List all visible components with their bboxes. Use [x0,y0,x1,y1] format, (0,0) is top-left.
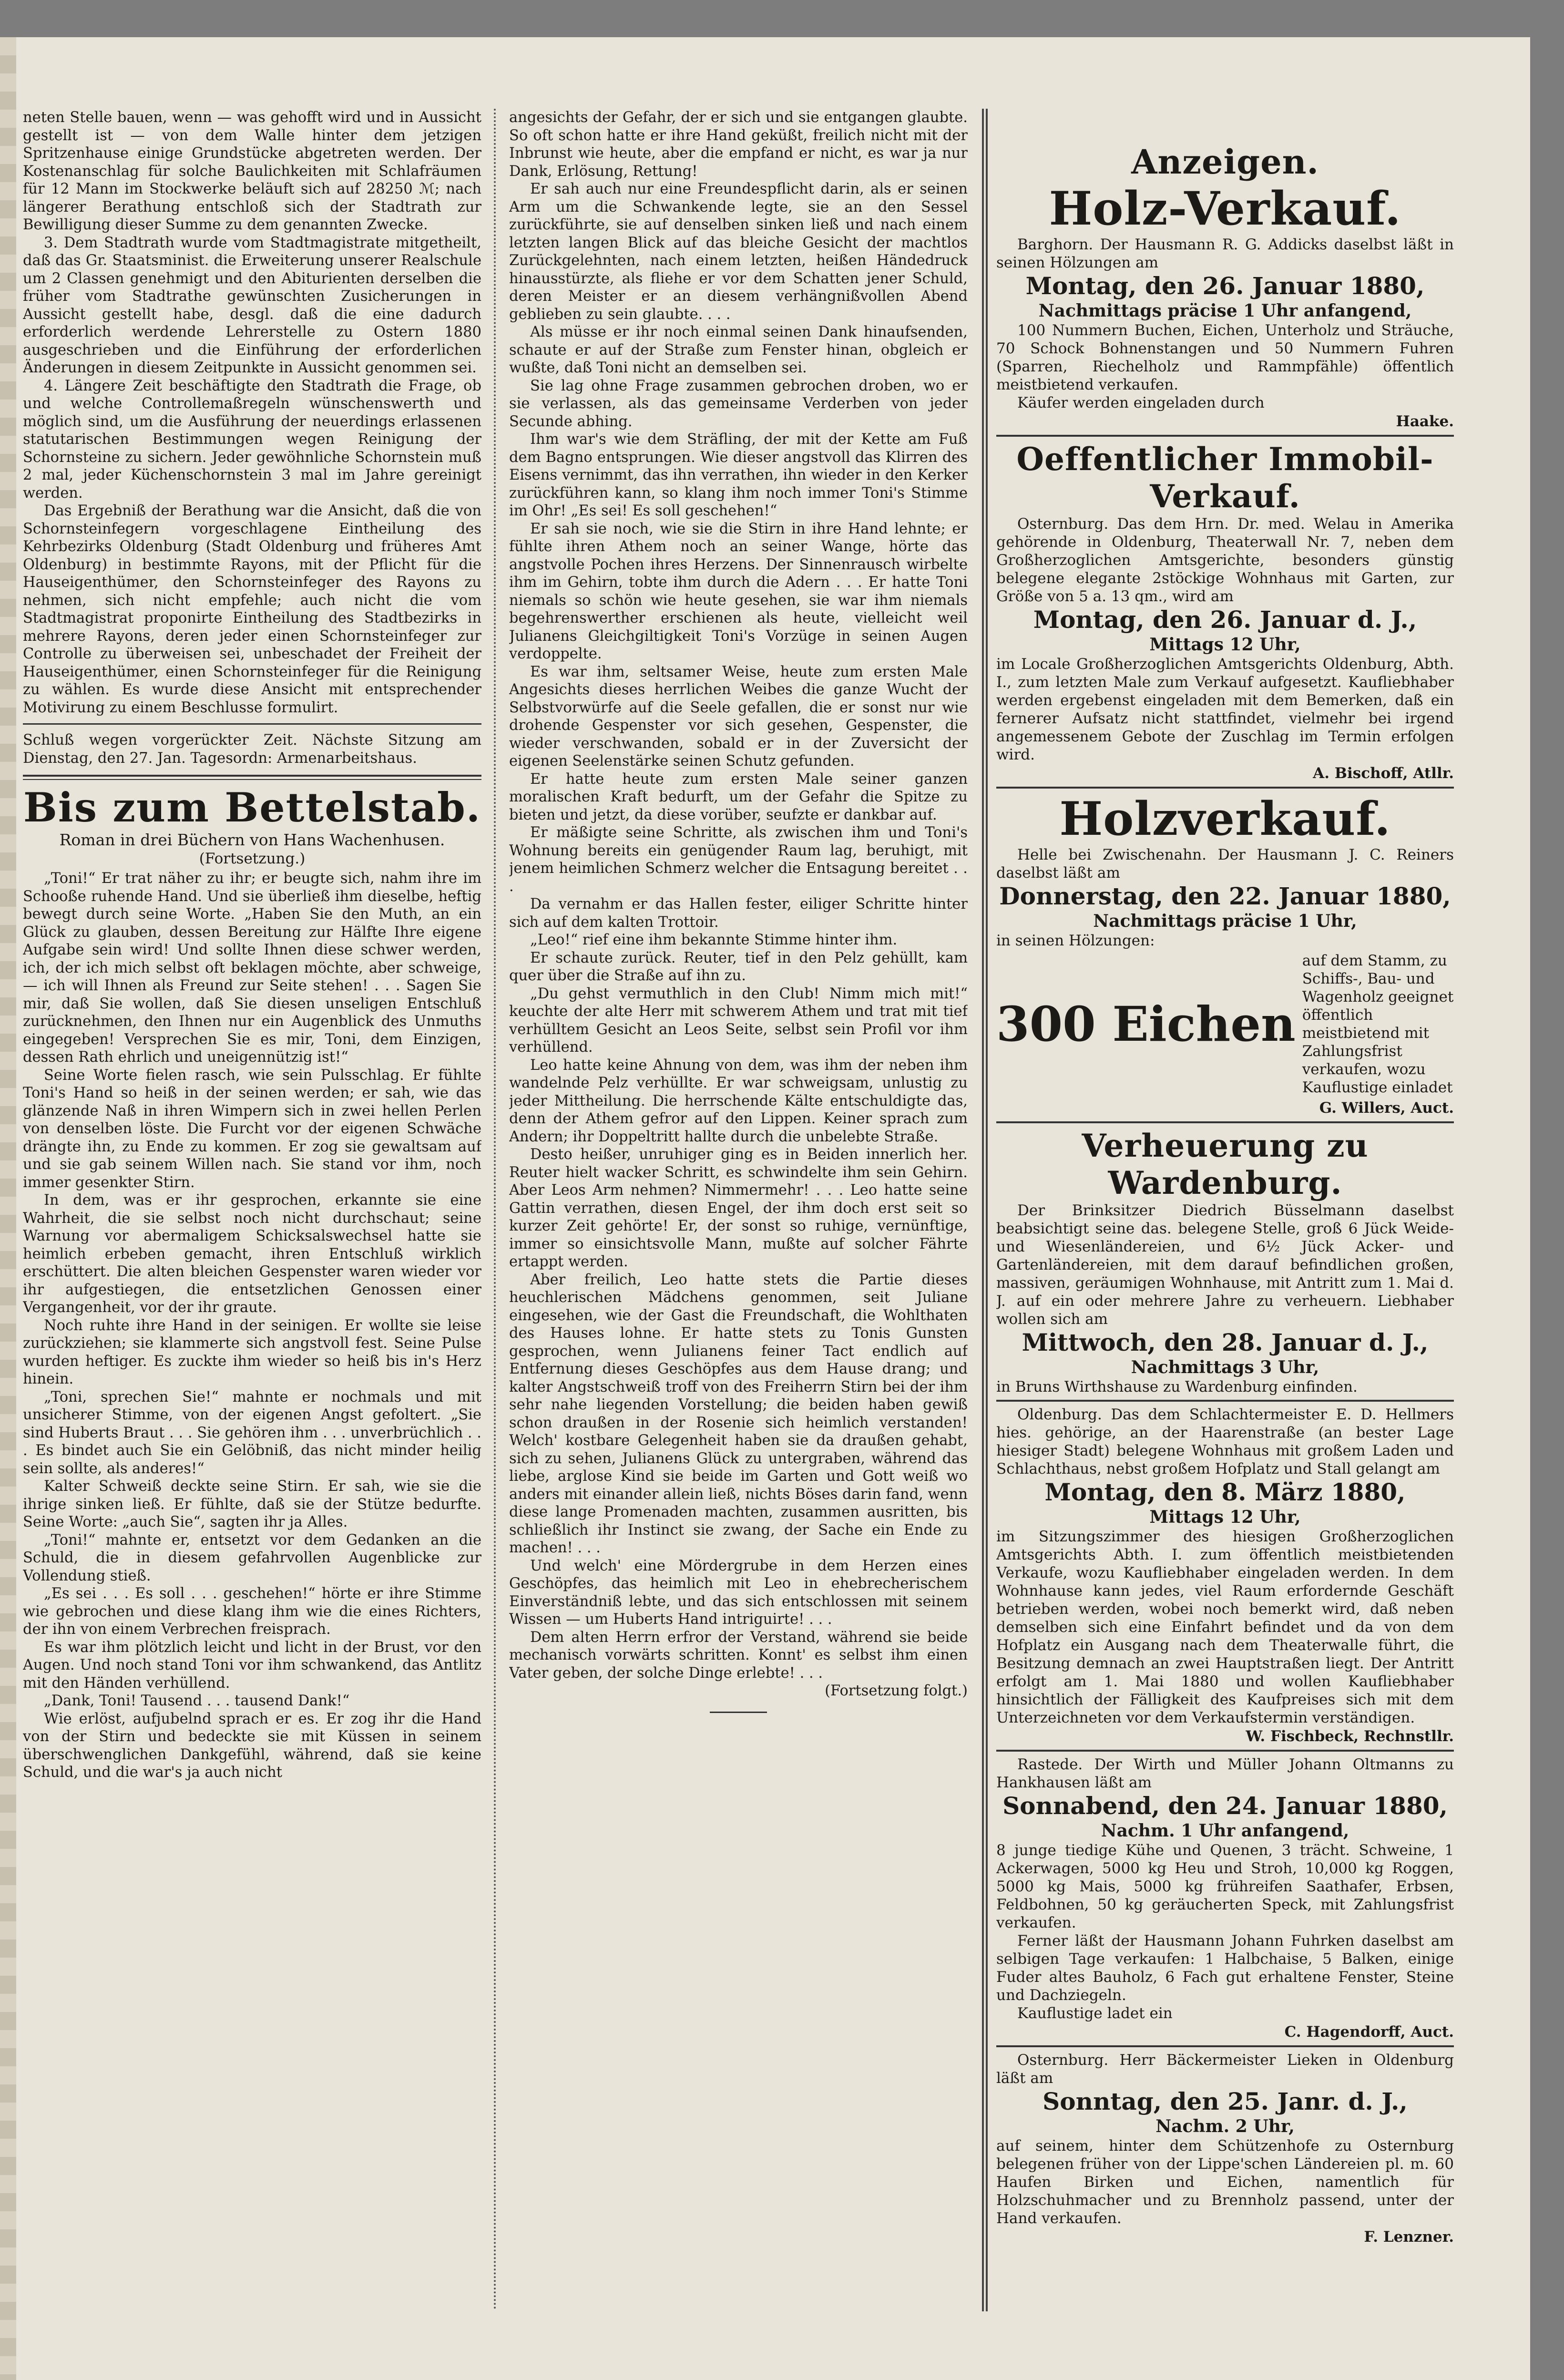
ad-date: Sonnabend, den 24. Januar 1880, [1002,1792,1448,1820]
ad-holzverkauf [996,792,1454,1118]
column-divider-dotted [494,109,496,2311]
column-2 [509,109,968,2326]
ad-time: Nachmittags präcise 1 Uhr, [1093,911,1357,931]
article-paragraph: Das Ergebniß der Berathung war die Ansicht, daß die von Schornsteinfegern vorgeschlagene Eintheilung des Kehrbezirks Oldenburg (Stadt Oldenburg und früheres Amt Oldenburg) in bestimmte Rayons, mit der Pflicht für die Hauseigenthümer, den Schornsteinfeger des Rayons zu nehmen, sich nicht empfehle; auch nicht die vom Stadtmagistrat proponirte Eintheilung des Stadtbezirks in mehrere Rayons, deren jeder einen Schornsteinfeger zur Controlle zu überweisen sei, unbeschadet der Freiheit der Hauseigenthümer, einen Schornsteinfeger für die Reinigung zu wählen. Es wurde diese Ansicht mit entsprechender Motivirung zu einem Beschlusse formulirt. [23,503,481,716]
ad-body: in Bruns Wirthshause zu Wardenburg einfinden. [996,1378,1358,1395]
ad-intro: Der Brinksitzer Diedrich Büsselmann daselbst beabsichtigt seine das. belegene Stelle, groß 6 Jück Weide- und Wiesenländereien, und 6½ Jück Acker- und Gartenländereien, mit dem darauf befindlichen großen, massiven, geräumigen Wohnhause, mit Antritt zum 1. Mai d. J. auf ein oder mehrere Jahre zu verheuern. Liebhaber wollen sich am [996,1202,1454,1328]
novel-paragraph: In dem, was er ihr gesprochen, erkannte sie eine Wahrheit, die sie selbst noch nicht durchschaut; seine Warnung vor abermaligem Schicksalswechsel hatte sie heimlich erbeben gemacht, ihren Entschluß wirklich erschüttert. Die alten bleichen Gespenster waren wieder vor ihr aufgestiegen, die entsetzlichen Genossen einer Vergangenheit, vor der ihr graute. [23,1192,481,1316]
ad-time: Nachmittags präcise 1 Uhr anfangend, [1038,301,1412,321]
ad-body-2: Ferner läßt der Hausmann Johann Fuhrken daselbst am selbigen Tage verkaufen: 1 Halbchaise, 5 Balken, einige Fuder altes Bauholz, 6 Fach gut erhaltene Fenster, Steine und Dachziegeln. [996,1932,1454,2004]
ad-intro: Helle bei Zwischenahn. Der Hausmann J. C. Reiners daselbst läßt am [996,846,1454,882]
novel-subtitle: Roman in drei Büchern von Hans Wachenhusen. [59,831,445,849]
novel-paragraph: Wie erlöst, aufjubelnd sprach er es. Er zog ihr die Hand von der Stirn und bedeckte sie mit Küssen in seinem überschwenglichen Dankgefühl, während, daß sie keine Schuld, und die war's ja auch nicht [23,1710,481,1781]
ad-highlight [996,952,1454,1097]
ad-body: 100 Nummern Buchen, Eichen, Unterholz und Sträuche, 70 Schock Bohnenstangen und 50 Nummern Fuhren (Sparren, Riechelholz und Rammpfähle) öffentlich meistbietend verkaufen. [996,322,1454,393]
ad-body: im Sitzungszimmer des hiesigen Großherzoglichen Amtsgerichts Abth. I. zum öffentlich meistbietenden Verkaufe, wozu Kaufliebhaber eingeladen werden. In dem Wohnhause kann jedes, viel Raum erfordernde Geschäft betrieben werden, wobei noch bemerkt wird, daß neben demselben sich eine Einfahrt befindet und da von dem Hofplatz ein Ausgang nach dem Theaterwalle führt, die Besitzung demnach an zwei Hauptstraßen liegt. Der Antritt erfolgt am 1. Mai 1880 und wollen Kaufliebhaber hinsichtlich der Fälligkeit des Kaufpreises sich mit dem Unterzeichneten vor dem Verkaufstermin verständigen. [996,1528,1454,1726]
novel-paragraph: Ihm war's wie dem Sträfling, der mit der Kette am Fuß dem Bagno entsprungen. Wie dieser angstvoll das Klirren des Eisens vernimmt, das ihn verrathen, ihn wieder in den Kerker zurückführen kann, so klang ihm noch immer Toni's Stimme im Ohr! „Es sei! Es soll geschehen!“ [509,431,968,519]
ad-separator [996,2045,1454,2047]
ad-separator [996,1400,1454,1402]
ad-signature: A. Bischoff, Atllr. [1313,765,1454,782]
article-paragraph: neten Stelle bauen, wenn — was gehofft wird und in Aussicht gestellt ist — von dem Walle hinter dem jetzigen Spritzenhause einige Grundstücke abgetreten werden. Der Kostenanschlag für solche Baulichkeiten mit Schlafräumen für 12 Mann im Stockwerke beläuft sich auf 28250 ℳ; nach längerer Berathung entschloß sich der Stadtrath zur Bewilligung dieser Summe zu dem genannten Zwecke. [23,109,481,233]
novel-paragraph: „Toni!“ Er trat näher zu ihr; er beugte sich, nahm ihre im Schooße ruhende Hand. Und sie überließ ihm dieselbe, heftig bewegt durch seine Worte. „Haben Sie den Muth, an ein Glück zu glauben, dessen Bereitung zur Hälfte Ihre eigene Aufgabe sein wird! Und sollte Ihnen diese schwer werden, ich, der ich mich selbst oft beklagen möchte, aber schweige, — ich will Ihnen als Freund zur Seite stehen! . . . Sagen Sie mir, daß Sie wollen, daß Sie diesen unseligen Entschluß zurücknehmen, den Ihnen nur ein Augenblick des Unmuths eingegeben! Versprechen Sie es mir, Toni, dem Einzigen, dessen Rath ehrlich und uneigennützig ist!“ [23,870,481,1066]
ad-lieken [996,2051,1454,2247]
ad-signature: F. Lenzner. [1364,2228,1454,2246]
novel-paragraph: Er hatte heute zum ersten Male seiner ganzen moralischen Kraft bedurft, um der Gefahr die Spitze zu bieten und jetzt, da diese vorüber, seufzte er dankbar auf. [509,770,968,823]
ad-title: Verheuerung zu Wardenburg. [1082,1127,1369,1201]
ad-hellmers [996,1405,1454,1746]
ad-signature: W. Fischbeck, Rechnstllr. [1246,1728,1454,1745]
novel-paragraph: Er sah auch nur eine Freundespflicht darin, als er seinen Arm um die Schwankende legte, sie an den Sessel zurückführte, sie auf denselben sinken ließ und nach einem letzten langen Blick auf das bleiche Gesicht der machtlos Zurückgelehnten, nach einem letzten, heißen Händedruck hinausstürzte, als fliehe er vor dem Schatten jener Schuld, deren Meister er an diesem verhängnißvollen Abend geblieben zu sein glaubte. . . . [509,181,968,323]
column-divider-double-left [982,109,984,2311]
novel-paragraph: Aber freilich, Leo hatte stets die Partie dieses heuchlerischen Mädchens genommen, seit Juliane eingesehen, wie der Gast die Freundschaft, die Wohlthaten des Hauses lohne. Er hatte stets zu Tonis Gunsten gesprochen, wenn Julianens feiner Tact endlich auf Entfernung dieses Geschöpfes aus dem Hause drang; und kalter Angstschweiß troff von des Freiherrn Stirn bei der ihm sehr nahe liegenden Vorstellung; die beiden haben gewiß schon draußen in der Rosenie sich heimlich verstanden! Welch' kostbare Gelegenheit haben sie da draußen gehabt, sich zu sehen, Julianens Glück zu untergraben, während das liebe, arglose Kind sie beide im Garten und Gott weiß wo anders mit einander allein ließ, nichts Böses darin fand, wenn diese lange Promenaden machten, zusammen ausritten, bis schließlich ihr Instinct sie zwang, der Sache ein Ende zu machen! . . . [509,1271,968,1556]
ad-signature: G. Willers, Auct. [1319,1099,1454,1117]
ad-time: Mittags 12 Uhr, [1149,635,1301,655]
ad-date: Montag, den 26. Januar 1880, [1025,272,1425,300]
novel-paragraph: Noch ruhte ihre Hand in der seinigen. Er wollte sie leise zurückziehen; sie klammerte sich angstvoll fest. Seine Pulse wurden heftiger. Es zuckte ihm wieder so heiß bis in's Herz hinein. [23,1317,481,1387]
ad-time: Nachm. 2 Uhr, [1155,2116,1295,2136]
novel-paragraph: Und welch' eine Mördergrube in dem Herzen eines Geschöpfes, das heimlich mit Leo in ehebrecherischem Einverständniß lebte, und das sich entschlossen mit seinem Wissen — um Huberts Hand intriguirte! . . . [509,1557,968,1628]
article-paragraph: 4. Längere Zeit beschäftigte den Stadtrath die Frage, ob und welche Controllemaßregeln wünschenswerth und möglich sind, um die Ausführung der neuerdings erlassenen statutarischen Bestimmungen wegen Reinigung der Schornsteine zu sichern. Jeder gewöhnliche Schornstein muß 2 mal, jeder Küchenschornstein 3 mal im Jahre gereinigt werden. [23,377,481,502]
section-rule [23,723,481,725]
novel-paragraph: „Es sei . . . Es soll . . . geschehen!“ hörte er ihre Stimme wie gebrochen und diese klang ihm wie die eines Richters, der ihn von einem Verbrechen freisprach. [23,1585,481,1638]
ad-body: 8 junge tiedige Kühe und Quenen, 3 trächt. Schweine, 1 Ackerwagen, 5000 kg Heu und Stroh, 10,000 kg Roggen, 5000 kg Mais, 5000 kg frühreifen Saathafer, Erbsen, Feldbohnen, 50 kg geräucherten Speck, mit Zahlungsfrist verkaufen. [996,1842,1454,1931]
novel-paragraph: Er sah sie noch, wie sie die Stirn in ihre Hand lehnte; er fühlte ihren Athem noch an seiner Wange, hörte das angstvolle Pochen ihres Herzens. Der Sinnenrausch wirbelte ihm im Gehirn, tobte ihm durch die Adern . . . Er hatte Toni niemals so schön wie heute gesehen, sie war ihm niemals begehrenswerther erschienen als heute, vielleicht weil Julianens Gleichgiltigkeit Toni's Vorzüge in seinen Augen verdoppelte. [509,520,968,662]
novel-paragraph: Seine Worte fielen rasch, wie sein Pulsschlag. Er fühlte Toni's Hand so heiß in der seinen werden; er sah, wie das glänzende Naß in ihren Wimpern sich in zwei hellen Perlen von denselben löste. Die Furcht vor der eigenen Schwäche drängte ihn, zu Ende zu kommen. Er zog sie gewaltsam auf und sie gab seinem Willen nach. Sie stand vor ihm, noch immer gesenkter Stirn. [23,1067,481,1191]
column-3-advertisements [996,142,1454,2316]
column-divider-double-right [986,109,988,2311]
novel-paragraph: Es war ihm, seltsamer Weise, heute zum ersten Male Angesichts dieses herrlichen Weibes die ganze Wucht der Selbstvorwürfe auf die Seele gefallen, die er sonst nur wie drohende Gespenster vor sich gesehen, Gespenster, die wieder verschwanden, sobald er in der Zuversicht der eigenen Seelenstärke seinen Schutz gefunden. [509,663,968,769]
ad-signature: C. Hagendorff, Auct. [1284,2023,1454,2041]
ad-date: Montag, den 26. Januar d. J., [1033,605,1417,634]
novel-paragraph: „Toni, sprechen Sie!“ mahnte er nochmals und mit unsicherer Stimme, von der eigenen Angst gefoltert. „Sie sind Huberts Braut . . . Sie gehören ihm . . . unverbrüchlich . . . Es bindet auch Sie ein Gelöbniß, das nicht minder heilig sein sollte, als anderes!“ [23,1388,481,1477]
ad-separator [996,1750,1454,1752]
ad-title: Oeffentlicher Immobil-Verkauf. [1016,441,1434,515]
ad-date: Sonntag, den 25. Janr. d. J., [1043,2087,1408,2115]
end-rule [710,1712,767,1713]
ad-date: Donnerstag, den 22. Januar 1880, [999,882,1451,910]
novel-title: Bis zum Bettelstab. [23,784,481,831]
newspaper-page [0,37,1530,2380]
ad-highlight-word: 300 Eichen [996,996,1296,1052]
novel-paragraph: Dem alten Herrn erfror der Verstand, während sie beide mechanisch vorwärts schritten. Konnt' es selbst ihm einen Vater geben, der solche Dinge erlebte! . . . [509,1629,968,1682]
novel-paragraph: angesichts der Gefahr, der er sich und sie entgangen glaubte. So oft schon hatte er ihre Hand geküßt, freilich nicht mit der Inbrunst wie heute, aber die empfand er nicht, es war ja nur Dank, Erlösung, Rettung! [509,109,968,180]
novel-continuation: (Fortsetzung.) [199,850,306,867]
novel-paragraph: Da vernahm er das Hallen fester, eiliger Schritte hinter sich auf dem kalten Trottoir. [509,896,968,931]
ad-holz-verkauf [996,182,1454,431]
advertisements-heading: Anzeigen. [1131,142,1319,182]
ad-signature: Haake. [1396,413,1454,430]
ad-separator [996,1121,1454,1123]
ad-time: Mittags 12 Uhr, [1149,1507,1301,1527]
ad-intro: Rastede. Der Wirth und Müller Johann Oltmanns zu Hankhausen läßt am [996,1756,1454,1791]
ad-closing: Käufer werden eingeladen durch [1017,394,1265,411]
novel-paragraph: „Dank, Toni! Tausend . . . tausend Dank!“ [44,1693,350,1709]
ad-separator [996,787,1454,789]
ad-highlight-text: auf dem Stamm, zu Schiffs-, Bau- und Wagenholz geeignet öffentlich meistbietend mit Zahlungsfrist verkaufen, wozu Kauflustige einladet [1302,952,1454,1096]
novel-paragraph: Er mäßigte seine Schritte, als zwischen ihm und Toni's Wohnung bereits ein genügender Raum lag, beruhigt, mit jenem heimlichen Schmerz welcher die Entsagung bereitet . . . [509,824,968,895]
novel-paragraph: „Toni!“ mahnte er, entsetzt vor dem Gedanken an die Schuld, die in diesem gefahrvollen Augenblicke zur Vollendung stieß. [23,1531,481,1584]
ad-title: Holz-Verkauf. [1049,182,1401,236]
novel-paragraph: Desto heißer, unruhiger ging es in Beiden innerlich her. Reuter hielt wacker Schritt, es schwindelte ihm sein Gehirn. Aber Leos Arm nehmen? Nimmermehr! . . . Leo hatte seine Gattin verrathen, diesen Engel, der ihm doch erst seit so kurzer Zeit gehörte! Er, der sonst so ruhige, vernünftige, immer so einsichtsvolle Mann, mußte auf solcher Fährte ertappt werden. [509,1146,968,1270]
ad-separator [996,435,1454,437]
previous-page-edge [0,37,16,2380]
ad-date: Montag, den 8. März 1880, [1044,1478,1406,1506]
ad-intro: Oldenburg. Das dem Schlachtermeister E. D. Hellmers hies. gehörige, an der Haarenstraße (an bester Lage hiesiger Stadt) belegene Wohnhaus mit großem Laden und Schlachthaus, nebst großem Hofplatz und Stall gelangt am [996,1406,1454,1477]
ad-body: in seinen Hölzungen: [996,932,1155,949]
ad-intro: Barghorn. Der Hausmann R. G. Addicks daselbst läßt in seinen Hölzungen am [996,236,1454,271]
continuation-note: (Fortsetzung folgt.) [825,1682,968,1699]
novel-paragraph: Es war ihm plötzlich leicht und licht in der Brust, vor den Augen. Und noch stand Toni vor ihm schwankend, das Antlitz mit den Händen verhüllend. [23,1639,481,1692]
novel-paragraph: Sie lag ohne Frage zusammen gebrochen droben, wo er sie verlassen, als das gemeinsame Verderben von jeder Secunde abhing. [509,377,968,430]
closing-note: Schluß wegen vorgerückter Zeit. Nächste Sitzung am Dienstag, den 27. Jan. Tagesordn: Armenarbeitshaus. [23,732,481,767]
novel-paragraph: „Leo!“ rief eine ihm bekannte Stimme hinter ihm. [530,932,898,948]
ad-intro: Osternburg. Herr Bäckermeister Lieken in Oldenburg läßt am [996,2052,1454,2087]
ad-time: Nachm. 1 Uhr anfangend, [1101,1821,1349,1841]
ad-oltmanns [996,1755,1454,2041]
novel-paragraph: Kalter Schweiß deckte seine Stirn. Er sah, wie sie die ihrige sinken ließ. Er fühlte, daß sie der Stütze bedurfte. Seine Worte: „auch Sie“, sagten ihr ja Alles. [23,1478,481,1530]
novel-paragraph: Leo hatte keine Ahnung von dem, was ihm der neben ihm wandelnde Pelz verhüllte. Er war schweigsam, unlustig zu jeder Mittheilung. Die herrschende Kälte entschuldigte das, denn der Athem gefror auf den Lippen. Keiner sprach zum Andern; ihr Doppeltritt hallte durch die unbelebte Straße. [509,1057,968,1145]
double-rule [23,775,481,780]
ad-verheuerung [996,1127,1454,1396]
ad-intro: Osternburg. Das dem Hrn. Dr. med. Welau in Amerika gehörende in Oldenburg, Theaterwall Nr. 7, neben dem Großherzoglichen Amtsgerichte, besonders günstig belegene elegante 2stöckige Wohnhaus mit Garten, zur Größe von 5 a. 13 qm., wird am [996,515,1454,605]
ad-body: auf seinem, hinter dem Schützenhofe zu Osternburg belegenen früher von der Lippe'schen Ländereien pl. m. 60 Haufen Birken und Eichen, namentlich für Holzschuhmacher und zu Brennholz passend, unter der Hand verkaufen. [996,2137,1454,2227]
column-1 [23,109,481,2326]
ad-title: Holzverkauf. [1059,792,1391,846]
ad-date: Mittwoch, den 28. Januar d. J., [1022,1328,1429,1356]
novel-paragraph: „Du gehst vermuthlich in den Club! Nimm mich mit!“ keuchte der alte Herr mit schwerem Athem und trat mit tief verhülltem Gesicht an Leos Seite, selbst sein Profil vor ihm verhüllend. [509,985,968,1056]
ad-closing: Kauflustige ladet ein [1017,2005,1173,2022]
novel-paragraph: Er schaute zurück. Reuter, tief in den Pelz gehüllt, kam quer über die Straße auf ihn zu. [509,949,968,984]
ad-time: Nachmittags 3 Uhr, [1131,1357,1319,1377]
article-paragraph: 3. Dem Stadtrath wurde vom Stadtmagistrate mitgetheilt, daß das Gr. Staatsminist. die Erweiterung unserer Realschule um 2 Classen genehmigt und den Abiturienten derselben die früher vom Stadtrathe gewünschten Zusicherungen in Aussicht gestellt habe, desgl. daß die eine dadurch erforderlich werdende Lehrerstelle zu Ostern 1880 ausgeschrieben und die Einführung der erforderlichen Änderungen in diesem Zeitpunkte in Aussicht genommen sei. [23,234,481,376]
novel-paragraph: Als müsse er ihr noch einmal seinen Dank hinaufsenden, schaute er auf der Straße zum Fenster hinan, obgleich er wußte, daß Toni nicht an demselben sei. [509,324,968,376]
ad-immobil-verkauf [996,441,1454,783]
ad-body: im Locale Großherzoglichen Amtsgerichts Oldenburg, Abth. I., zum letzten Male zum Verkauf aufgesetzt. Kaufliebhaber werden ergebenst eingeladen mit dem Bemerken, daß ein fernerer Aufsatz nicht stattfindet, vielmehr bei irgend angemessenem Gebote der Zuschlag im Termin erfolgen wird. [996,656,1454,763]
